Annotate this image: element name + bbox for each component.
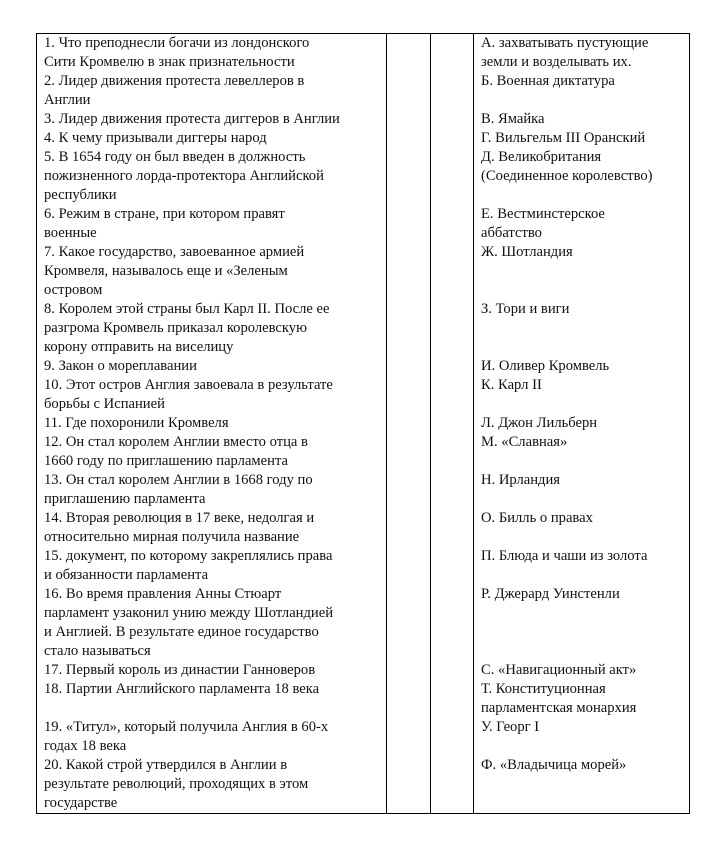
blank-letter-cell [431,585,474,661]
question-cell: 11. Где похоронили Кромвеля [37,414,387,433]
blank-letter-cell [431,300,474,357]
answer-cell: М. «Славная» [474,433,690,471]
table-row [37,471,690,509]
blank-letter-cell [431,509,474,547]
blank-letter-cell [431,72,474,110]
table-row [37,414,690,433]
question-cell: 1. Что преподнесли богачи из лондонского Сити Кромвелю в знак признательности [37,34,387,73]
question-cell: 19. «Титул», который получила Англия в 60-х годах 18 века [37,718,387,756]
table-row [37,34,690,73]
blank-letter-cell [431,129,474,148]
answer-cell: П. Блюда и чаши из золота [474,547,690,585]
answer-cell: В. Ямайка [474,110,690,129]
blank-letter-cell [431,357,474,376]
question-cell: 9. Закон о мореплавании [37,357,387,376]
blank-letter-cell [431,148,474,205]
answer-cell: И. Оливер Кромвель [474,357,690,376]
blank-number-cell [387,376,431,414]
question-cell: 17. Первый король из династии Ганноверов [37,661,387,680]
blank-number-cell [387,300,431,357]
blank-number-cell [387,756,431,814]
question-cell: 18. Партии Английского парламента 18 века [37,680,387,718]
blank-letter-cell [431,110,474,129]
table-row [37,148,690,205]
table-row [37,509,690,547]
blank-letter-cell [431,433,474,471]
blank-letter-cell [431,718,474,756]
answer-cell: У. Георг I [474,718,690,756]
blank-number-cell [387,205,431,243]
answer-cell: О. Билль о правах [474,509,690,547]
question-cell: 16. Во время правления Анны Стюарт парламент узаконил унию между Шотландией и Англией. В результате единое государство стало называться [37,585,387,661]
blank-number-cell [387,414,431,433]
table-row [37,376,690,414]
table-row [37,718,690,756]
matching-table [36,33,690,814]
blank-number-cell [387,148,431,205]
blank-number-cell [387,547,431,585]
answer-cell: Б. Военная диктатура [474,72,690,110]
answer-cell: Ж. Шотландия [474,243,690,300]
blank-number-cell [387,243,431,300]
table-row [37,547,690,585]
blank-letter-cell [431,414,474,433]
matching-table-body [37,34,690,814]
answer-cell: А. захватывать пустующие земли и возделывать их. [474,34,690,73]
blank-letter-cell [431,376,474,414]
table-row [37,110,690,129]
blank-number-cell [387,509,431,547]
blank-number-cell [387,661,431,680]
blank-number-cell [387,129,431,148]
question-cell: 10. Этот остров Англия завоевала в результате борьбы с Испанией [37,376,387,414]
question-cell: 7. Какое государство, завоеванное армией Кромвеля, называлось еще и «Зеленым островом [37,243,387,300]
question-cell: 6. Режим в стране, при котором правят военные [37,205,387,243]
blank-number-cell [387,357,431,376]
blank-number-cell [387,110,431,129]
question-cell: 15. документ, по которому закреплялись права и обязанности парламента [37,547,387,585]
answer-cell: К. Карл II [474,376,690,414]
blank-number-cell [387,585,431,661]
blank-letter-cell [431,243,474,300]
question-cell: 14. Вторая революция в 17 веке, недолгая и относительно мирная получила название [37,509,387,547]
blank-number-cell [387,680,431,718]
question-cell: 4. К чему призывали диггеры народ [37,129,387,148]
table-row [37,243,690,300]
blank-number-cell [387,72,431,110]
table-row [37,357,690,376]
table-row [37,129,690,148]
blank-letter-cell [431,34,474,73]
question-cell: 20. Какой строй утвердился в Англии в результате революций, проходящих в этом государстве [37,756,387,814]
answer-cell: Л. Джон Лильберн [474,414,690,433]
answer-cell: Н. Ирландия [474,471,690,509]
table-row [37,72,690,110]
blank-number-cell [387,433,431,471]
answer-cell: Р. Джерард Уинстенли [474,585,690,661]
matching-worksheet [36,33,690,814]
blank-letter-cell [431,661,474,680]
table-row [37,661,690,680]
question-cell: 2. Лидер движения протеста левеллеров в Англии [37,72,387,110]
blank-letter-cell [431,756,474,814]
blank-number-cell [387,34,431,73]
answer-cell: З. Тори и виги [474,300,690,357]
table-row [37,300,690,357]
answer-cell: С. «Навигационный акт» [474,661,690,680]
table-row [37,756,690,814]
question-cell: 12. Он стал королем Англии вместо отца в 1660 году по приглашению парламента [37,433,387,471]
question-cell: 5. В 1654 году он был введен в должность пожизненного лорда-протектора Английской республики [37,148,387,205]
table-row [37,680,690,718]
answer-cell: Т. Конституционная парламентская монархия [474,680,690,718]
question-cell: 8. Королем этой страны был Карл II. После ее разгрома Кромвель приказал королевскую корону отправить на виселицу [37,300,387,357]
answer-cell: Ф. «Владычица морей» [474,756,690,814]
answer-cell: Г. Вильгельм III Оранский [474,129,690,148]
blank-number-cell [387,471,431,509]
blank-letter-cell [431,471,474,509]
table-row [37,205,690,243]
answer-cell: Е. Вестминстерское аббатство [474,205,690,243]
table-row [37,585,690,661]
blank-letter-cell [431,680,474,718]
question-cell: 3. Лидер движения протеста диггеров в Англии [37,110,387,129]
blank-letter-cell [431,205,474,243]
table-row [37,433,690,471]
answer-cell: Д. Великобритания (Соединенное королевство) [474,148,690,205]
blank-number-cell [387,718,431,756]
blank-letter-cell [431,547,474,585]
question-cell: 13. Он стал королем Англии в 1668 году по приглашению парламента [37,471,387,509]
